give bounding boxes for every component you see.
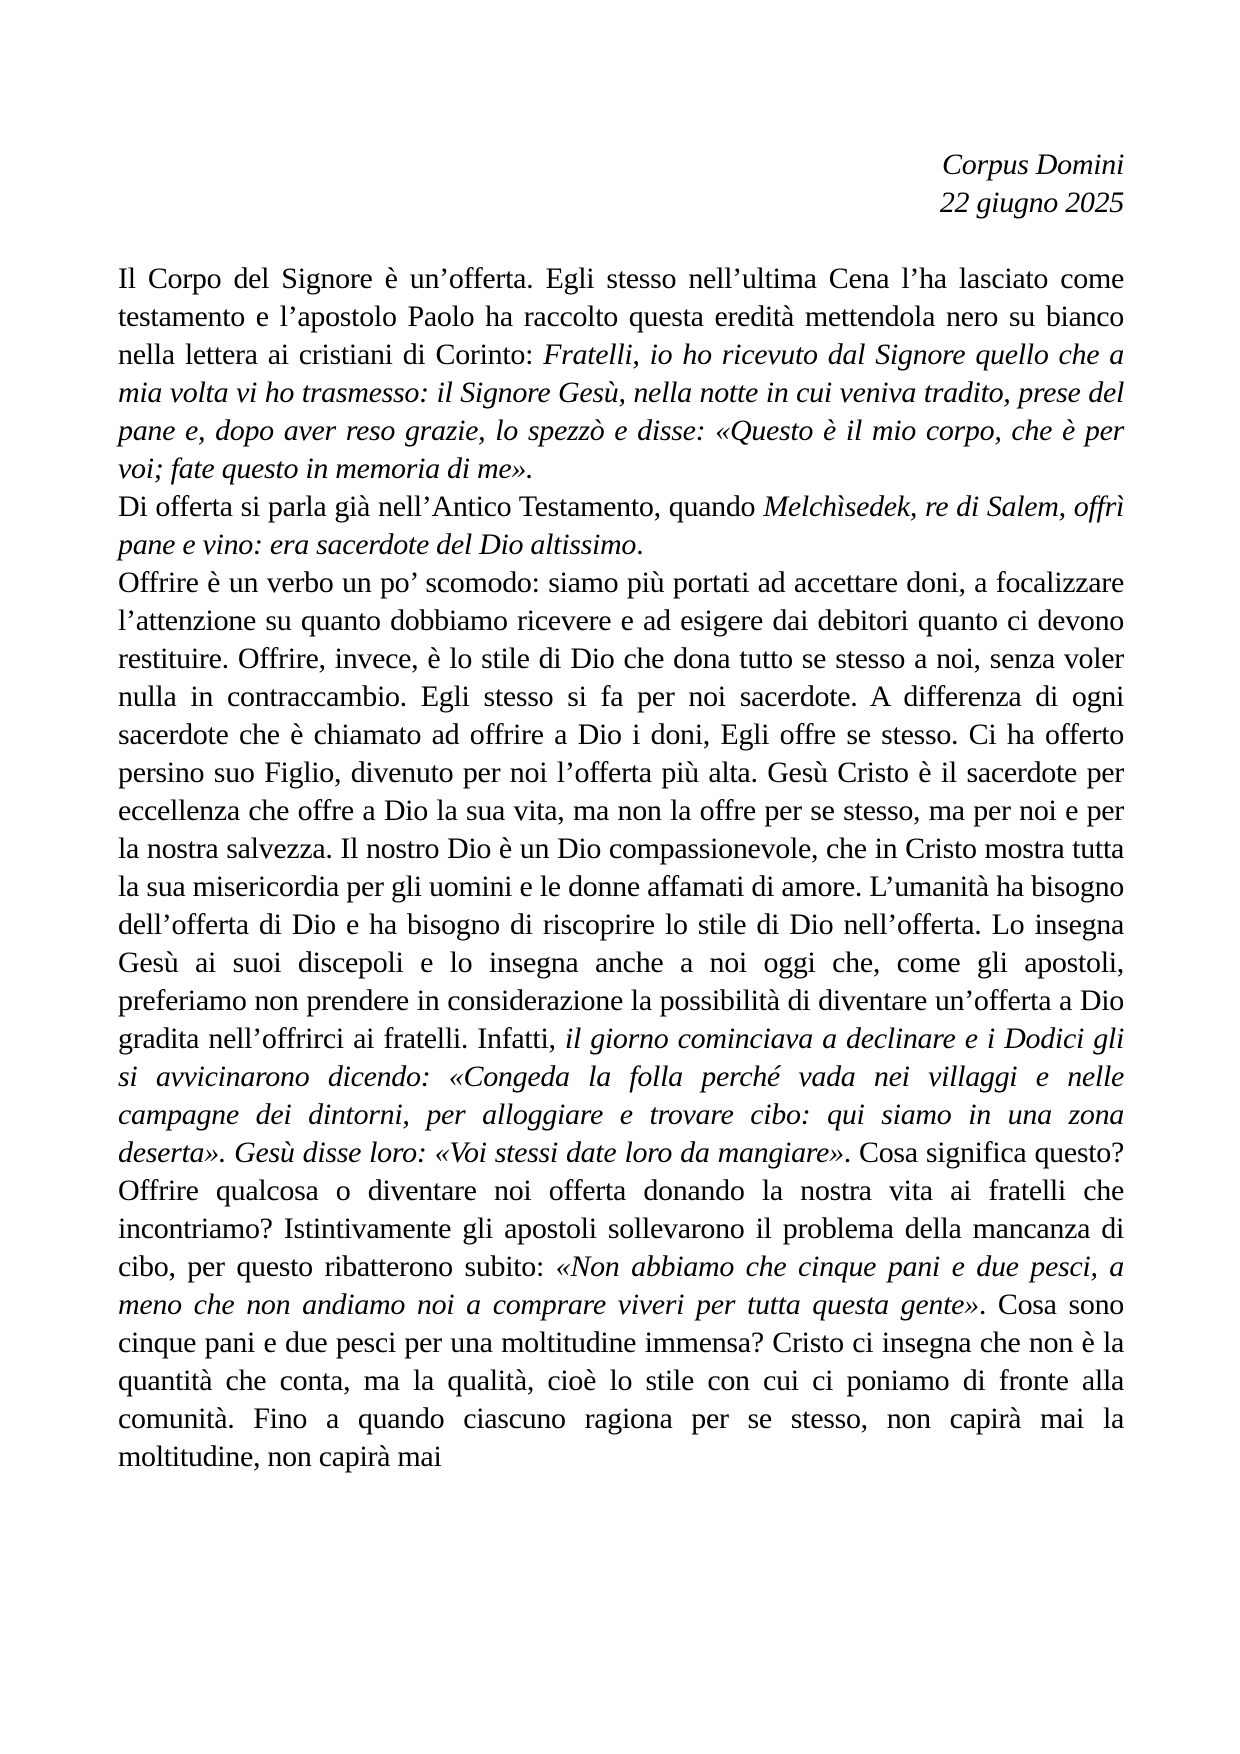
scripture-quote-run: «Non abbiamo che cinque pani e due pesci, a meno che non andiamo noi a comprare viveri per tutta questa gente» (118, 1250, 1124, 1321)
header-date: 22 giugno 2025 (939, 186, 1124, 219)
body-paragraph-2 (118, 488, 1124, 564)
body-text-run: Offrire è un verbo un po’ scomodo: siamo più portati ad accettare doni, a focalizzare l’attenzione su quanto dobbiamo ricevere e ad esigere dai debitori quanto ci devono restituire. Offrire, invece, è lo stile di Dio che dona tutto se stesso a noi, senza voler nulla in contraccambio. Egli stesso si fa per noi sacerdote. A differenza di ogni sacerdote che è chiamato ad offrire a Dio i doni, Egli offre se stesso. Ci ha offerto persino suo Figlio, divenuto per noi l’offerta più alta. Gesù Cristo è il sacerdote per eccellenza che offre a Dio la sua vita, ma non la offre per se stesso, ma per noi e per la nostra salvezza. Il nostro Dio è un Dio compassionevole, che in Cristo mostra tutta la sua misericordia per gli uomini e le donne affamati di amore. L’umanità ha bisogno dell’offerta di Dio e ha bisogno di riscoprire lo stile di Dio nell’offerta. Lo insegna Gesù ai suoi discepoli e lo insegna anche a noi oggi che, come gli apostoli, preferiamo non prendere in considerazione la possibilità di diventare un’offerta a Dio gradita nell’offrirci ai fratelli. Infatti, (118, 566, 1124, 1055)
scripture-quote-run: il giorno cominciava a declinare e i Dodici gli si avvicinarono dicendo: «Congeda la folla perché vada nei villaggi e nelle campagne dei dintorni, per alloggiare e trovare cibo: qui siamo in una zona deserta». Gesù disse loro: «Voi stessi date loro da mangiare» (118, 1022, 1124, 1169)
document-body (118, 260, 1124, 1476)
scripture-quote-run: Melchìsedek, re di Salem, offrì pane e vino: era sacerdote del Dio altissimo (118, 490, 1124, 561)
body-text-run: . (636, 528, 644, 561)
body-text-run: . Cosa significa questo? Offrire qualcosa o diventare noi offerta donando la nostra vita ai fratelli che incontriamo? Istintivamente gli apostoli sollevarono il problema della mancanza di cibo, per questo ribatterono subito: (118, 1136, 1125, 1283)
header-occasion: Corpus Domini (942, 148, 1124, 181)
body-paragraph-1 (118, 260, 1124, 488)
scripture-quote-run: Fratelli, io ho ricevuto dal Signore quello che a mia volta vi ho trasmesso: il Signore Gesù, nella notte in cui veniva tradito, prese del pane e, dopo aver reso grazie, lo spezzò e disse: «Questo è il mio corpo, che è per voi; fate questo in memoria di me». (118, 338, 1125, 485)
body-text-run: Di offerta si parla già nell’Antico Testamento, quando (118, 490, 764, 523)
document-header (118, 146, 1124, 222)
body-text-run: Il Corpo del Signore è un’offerta. Egli stesso nell’ultima Cena l’ha lasciato come testamento e l’apostolo Paolo ha raccolto questa eredità mettendola nero su bianco nella lettera ai cristiani di Corinto: (118, 262, 1124, 371)
body-text-run: . Cosa sono cinque pani e due pesci per una moltitudine immensa? Cristo ci insegna che non è la quantità che conta, ma la qualità, cioè lo stile con cui ci poniamo di fronte alla comunità. Fino a quando ciascuno ragiona per se stesso, non capirà mai la moltitudine, non capirà mai (118, 1288, 1125, 1473)
header-body-spacer (118, 222, 1124, 260)
body-paragraph-3 (118, 564, 1124, 1476)
